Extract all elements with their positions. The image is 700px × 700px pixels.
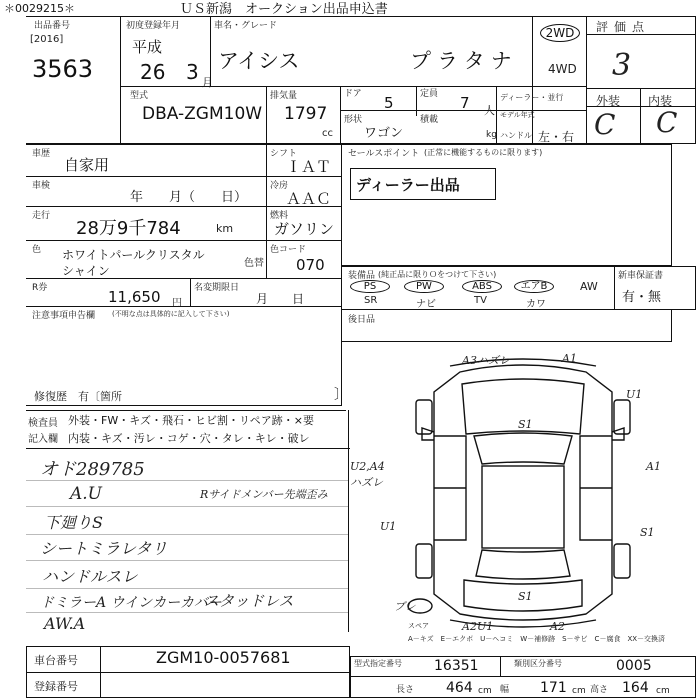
- equipment-label-sub: (純正品に限りＯをつけて下さい): [378, 270, 497, 279]
- equip-airbag: エアB: [514, 280, 554, 293]
- lot-year: [2016]: [30, 34, 64, 45]
- car-name: アイシス: [218, 49, 300, 73]
- ac: ＡＡＣ: [286, 190, 332, 208]
- warranty-label: 新車保証書: [618, 271, 664, 281]
- name-change-label: 名変期限日: [194, 283, 240, 293]
- capacity-unit: 人: [484, 104, 495, 117]
- serial-number: ＊0029215＊: [4, 2, 75, 15]
- inspection-label: 車検: [32, 181, 51, 191]
- kg-unit: kg: [486, 130, 497, 140]
- equip-ps: PS: [350, 280, 390, 293]
- later-items-frame: [342, 310, 672, 342]
- sales-label-sub: (正常に機能するものに限ります): [424, 148, 543, 157]
- mark-rear-bumper-right: A2: [550, 620, 565, 632]
- interior-label: 内装: [648, 94, 673, 108]
- spare-label: スペア: [408, 622, 429, 630]
- lot-label: 出品番号: [34, 21, 71, 31]
- drive-2wd: 2WD: [540, 24, 580, 42]
- mileage: 28万9千784: [76, 218, 181, 239]
- chassis-label: 車台番号: [34, 654, 78, 667]
- mark-front-bumper: A3ハズレ: [462, 354, 510, 367]
- note-mirror: ドミラーA ウインカーカバー: [40, 595, 222, 611]
- color-code-label: 色コード: [270, 245, 307, 255]
- yen-unit: 円: [172, 298, 182, 309]
- use-type: 自家用: [64, 156, 110, 174]
- shift-label: シフト: [270, 149, 298, 159]
- name-change: 月 日: [256, 292, 305, 306]
- dealer-label: ディーラー・並行: [500, 93, 564, 102]
- mark-rear-left: ブレ: [394, 600, 416, 613]
- note-steering: ハンドルスレ: [42, 567, 138, 586]
- rating-score: 3: [612, 48, 632, 83]
- body-type: ワゴン: [364, 126, 404, 141]
- rating-label: 評価点: [596, 20, 651, 34]
- warranty: 有・無: [622, 290, 662, 305]
- exterior-label: 外装: [596, 94, 621, 108]
- note-au: A.U: [70, 484, 103, 504]
- note-side-member: Rサイドメンバー先端歪み: [200, 488, 328, 501]
- inspector-label1: 検査員: [28, 418, 58, 429]
- mark-tailgate: S1: [518, 590, 533, 603]
- note-underbody: 下廻りS: [44, 513, 103, 532]
- recycle-fee: 11,650: [108, 288, 161, 306]
- height-unit: cm: [656, 686, 670, 696]
- inspector-label2: 記入欄: [28, 434, 58, 445]
- note-studless: スタッドレス: [204, 592, 294, 610]
- exterior-grade: C: [594, 108, 616, 141]
- notes-sub: (不明な点は具体的に記入して下さい): [112, 310, 230, 318]
- length-value: 464: [446, 680, 473, 696]
- color-line1: ホワイトパールクリスタル: [62, 248, 205, 262]
- use-label: 車歴: [32, 149, 51, 159]
- mark-right-rear: S1: [640, 526, 655, 539]
- length-label: 長さ: [396, 685, 415, 695]
- color-code: 070: [296, 256, 325, 274]
- doors: 5: [384, 94, 394, 112]
- classification-label: 類別区分番号: [514, 659, 562, 668]
- reg-month: 3: [186, 60, 199, 84]
- month-unit: 月: [202, 76, 213, 89]
- model-year-label: モデル年式: [500, 111, 535, 119]
- mark-hood: S1: [518, 418, 533, 431]
- doors-label: ドア: [344, 89, 362, 99]
- ac-label: 冷房: [270, 181, 289, 191]
- registration-label: 登録番号: [34, 680, 78, 693]
- fuel: ガソリン: [274, 220, 335, 238]
- lot-number: 3563: [32, 55, 94, 83]
- equip-leather: カワ: [526, 299, 546, 310]
- equip-pw: PW: [404, 280, 444, 293]
- handle: 左・右: [538, 130, 575, 144]
- mark-right-door: A1: [646, 460, 661, 473]
- length-unit: cm: [478, 686, 492, 696]
- later-items-label: 後日品: [348, 315, 376, 325]
- width-label: 幅: [500, 685, 510, 695]
- width-value: 171: [540, 680, 567, 696]
- car-body-outline: [434, 365, 612, 620]
- note-odometer: オド289785: [40, 459, 145, 480]
- color-line2: シャイン: [62, 264, 110, 278]
- repaint-label: 色替: [244, 258, 264, 269]
- equip-tv: TV: [474, 295, 487, 306]
- repair-history: 修復歴 有〔箇所: [34, 390, 122, 403]
- ext-checklist: 外装・FW・キズ・飛石・ヒビ割・リペア跡・×要: [68, 414, 314, 427]
- capacity-label: 定員: [420, 89, 439, 99]
- equip-sr: SR: [364, 295, 378, 306]
- model-label: 型式: [130, 91, 149, 101]
- int-checklist: 内装・キズ・汚レ・コゲ・穴・タレ・キレ・破レ: [68, 432, 310, 445]
- displacement: 1797: [284, 104, 328, 124]
- equipment-label: 装備品: [348, 271, 376, 281]
- era: 平成: [132, 38, 163, 56]
- wheel-rl: [416, 544, 432, 578]
- drive-4wd: 4WD: [548, 62, 577, 76]
- venue-title: ＵＳ新潟 オークション出品申込書: [180, 2, 388, 17]
- fuel-label: 燃料: [270, 211, 289, 221]
- interior-grade: C: [656, 106, 678, 139]
- model-code: DBA-ZGM10W: [142, 104, 263, 124]
- height-label: 高さ: [590, 685, 609, 695]
- damage-legend: A－キズ E－エクボ U－ヘコミ W－補修跡 S－サビ C－腐食 XX－交換済: [408, 635, 666, 643]
- equip-aw: AW: [580, 280, 598, 293]
- mark-fr-fender: U1: [626, 388, 643, 401]
- mileage-label: 走行: [32, 211, 51, 221]
- displacement-label: 排気量: [270, 91, 298, 101]
- designation-label: 型式指定番号: [354, 659, 402, 668]
- car-grade: プラタナ: [410, 49, 518, 73]
- body-label: 形状: [344, 115, 363, 125]
- notes-label: 注意事項申告欄: [32, 311, 96, 321]
- wheel-rr: [614, 544, 630, 578]
- car-name-label: 車名・グレード: [214, 21, 278, 31]
- mark-left-side2: ハズレ: [350, 476, 383, 489]
- equip-abs: ABS: [462, 280, 502, 293]
- load-label: 積載: [420, 115, 439, 125]
- capacity: 7: [460, 94, 470, 112]
- note-aw: AW.A: [44, 614, 86, 633]
- sales-label: セールスポイント: [348, 149, 420, 159]
- shift: ＩＡＴ: [286, 158, 332, 176]
- color-label: 色: [32, 245, 42, 255]
- width-unit: cm: [572, 686, 586, 696]
- note-seat: シートミラレタリ: [40, 539, 168, 558]
- repair-bracket: 〕: [334, 387, 348, 403]
- first-reg-label: 初度登録年月: [126, 21, 181, 31]
- dealer-stamp: ディーラー出品: [356, 176, 460, 194]
- inspection: 年 月（ 日）: [130, 190, 248, 205]
- car-diagram: [350, 344, 696, 632]
- roof: [482, 466, 564, 548]
- windshield: [474, 433, 572, 464]
- classification-number: 0005: [616, 658, 652, 674]
- mark-front-a1: A1: [562, 352, 577, 365]
- mark-left-door: U1: [380, 520, 397, 533]
- rear-window: [476, 550, 570, 579]
- reg-year: 26: [140, 60, 166, 84]
- cc-unit: cc: [322, 128, 333, 139]
- chassis-number: ZGM10-0057681: [156, 648, 291, 667]
- mark-left-side: U2,A4: [350, 460, 385, 473]
- recycle-label: R券: [32, 283, 48, 293]
- km-unit: km: [216, 222, 234, 235]
- height-value: 164: [622, 680, 649, 696]
- handle-label: ハンドル: [500, 131, 532, 140]
- designation-number: 16351: [434, 658, 479, 674]
- equip-navi: ナビ: [416, 299, 436, 310]
- mark-rear-bumper-left: A2U1: [462, 620, 494, 632]
- sales-frame: [342, 144, 672, 266]
